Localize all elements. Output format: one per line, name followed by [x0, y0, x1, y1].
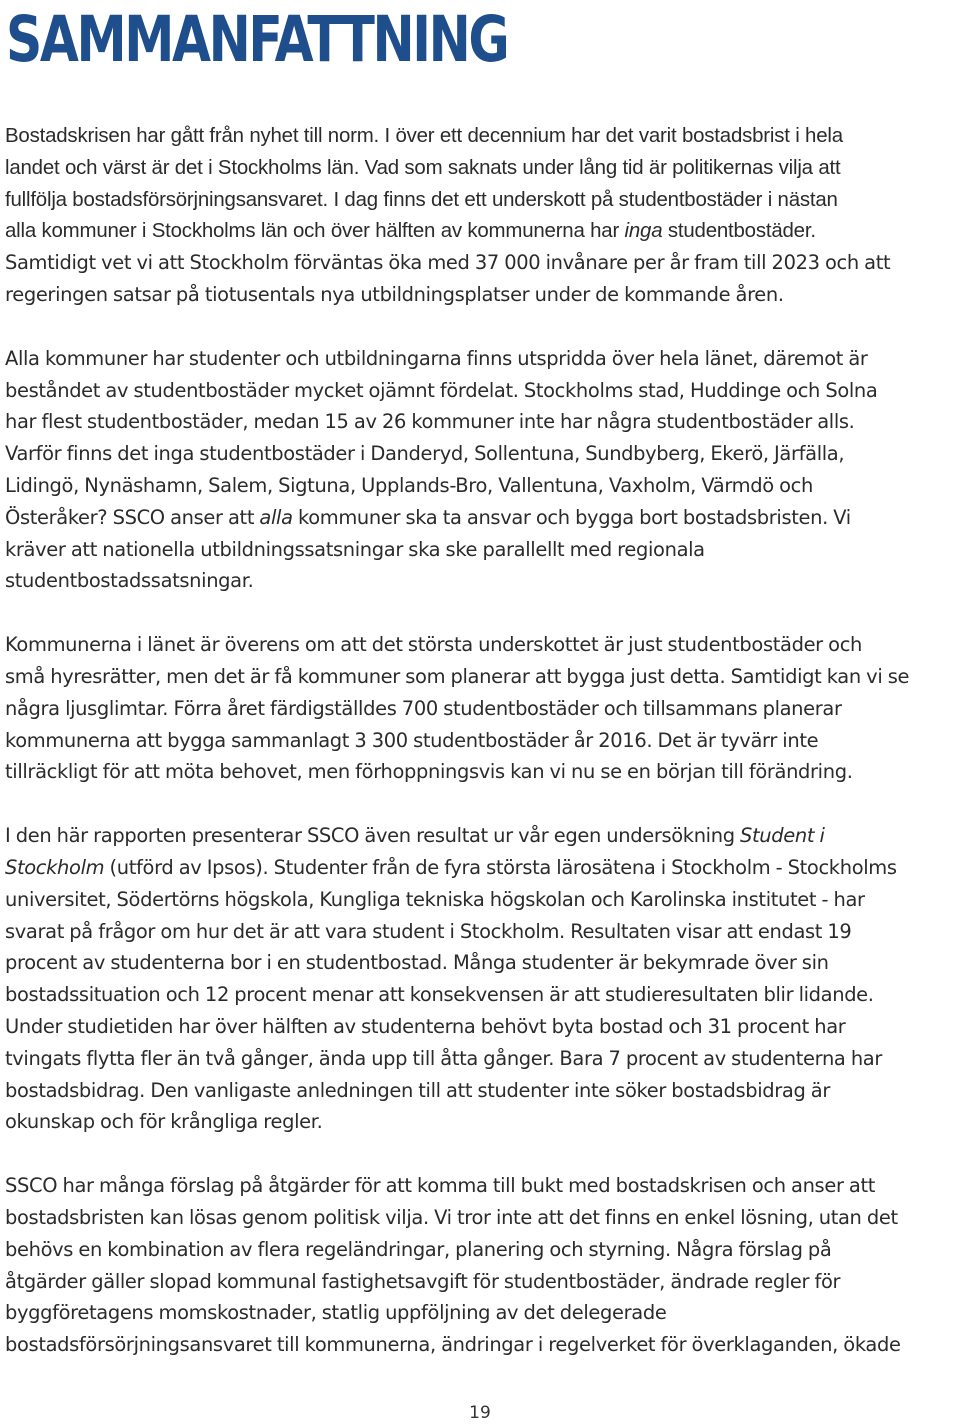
- emphasis-text: inga: [624, 219, 663, 243]
- text-run: Österåker? SSCO anser att: [5, 505, 260, 529]
- text-line: har flest studentbostäder, medan 15 av 26 kommuner inte har några studentbostäder alls.: [5, 410, 855, 434]
- text-line: tillräckligt för att möta behovet, men förhoppningsvis kan vi nu se en början till förändring.: [5, 760, 853, 784]
- text-line: [5, 502, 957, 534]
- text-line: några ljusglimtar. Förra året färdigställdes 700 studentbostäder och tillsammans planerar: [5, 696, 842, 720]
- text-line: Samtidigt vet vi att Stockholm förväntas öka med 37 000 invånare per år fram till 2023 och att: [5, 251, 891, 275]
- paragraph-survey: [5, 820, 960, 1138]
- text-line: bostadsbidrag. Den vanligaste anledningen till att studenter inte söker bostadsbidrag är: [5, 1078, 830, 1102]
- text-line: [5, 215, 957, 247]
- text-line: fullfölja bostadsförsörjningsansvaret. I dag finns det ett underskott på studentbostäder i nästan: [5, 187, 838, 211]
- text-line: Bostadskrisen har gått från nyhet till norm. I över ett decennium har det varit bostadsbrist i hela: [5, 124, 843, 147]
- text-line: regeringen satsar på tiotusentals nya utbildningsplatser under de kommande åren.: [5, 282, 784, 306]
- text-line: Kommunerna i länet är överens om att det största underskottet är just studentbostäder och: [5, 633, 863, 657]
- text-line: bostadssituation och 12 procent menar att konsekvensen är att studieresultaten blir lidande.: [5, 983, 874, 1007]
- text-line: kräver att nationella utbildningssatsningar ska ske parallellt med regionala: [5, 537, 705, 561]
- text-line: okunskap och för krångliga regler.: [5, 1110, 323, 1134]
- text-line: landet och värst är det i Stockholms län. Vad som saknats under lång tid är politikernas vilja att: [5, 155, 841, 179]
- paragraph-intro: [5, 120, 960, 311]
- text-line: beståndet av studentbostäder mycket ojämnt fördelat. Stockholms stad, Huddinge och Solna: [5, 378, 878, 402]
- text-run: alla kommuner i Stockholms län och över hälften av kommunerna har: [5, 219, 625, 243]
- text-line: Varför finns det inga studentbostäder i Danderyd, Sollentuna, Sundbyberg, Ekerö, Järfälla,: [5, 442, 845, 466]
- text-run: studentbostäder.: [662, 219, 816, 243]
- paragraph-municipalities: [5, 343, 960, 597]
- text-line: Under studietiden har över hälften av studenterna behövt byta bostad och 31 procent har: [5, 1014, 846, 1038]
- emphasis-text: Stockholm: [5, 855, 105, 879]
- text-line: svarat på frågor om hur det är att vara student i Stockholm. Resultaten visar att endast 19: [5, 919, 852, 943]
- text-line: bostadsförsörjningsansvaret till kommunerna, ändringar i regelverket för överklaganden, ökade: [5, 1333, 901, 1357]
- emphasis-text: alla: [259, 505, 293, 529]
- paragraph-planning: [5, 629, 960, 788]
- text-line: behövs en kombination av flera regeländringar, planering och styrning. Några förslag på: [5, 1237, 832, 1261]
- text-line: procent av studenterna bor i en studentbostad. Många studenter är bekymrade över sin: [5, 951, 829, 975]
- text-line: Alla kommuner har studenter och utbildningarna finns utspridda över hela länet, däremot är: [5, 346, 868, 370]
- text-run: (utförd av Ipsos). Studenter från de fyra största lärosätena i Stockholm - Stockholms: [104, 855, 897, 879]
- text-line: [5, 852, 957, 884]
- text-line: tvingats flytta fler än två gånger, ända upp till åtta gånger. Bara 7 procent av studenterna har: [5, 1046, 883, 1070]
- page-number: 19: [469, 1403, 491, 1423]
- emphasis-text: Student i: [740, 824, 825, 848]
- text-line: [5, 820, 957, 852]
- text-line: små hyresrätter, men det är få kommuner som planerar att bygga just detta. Samtidigt kan vi se: [5, 664, 910, 688]
- text-line: bostadsbristen kan lösas genom politisk vilja. Vi tror inte att det finns en enkel lösning, utan det: [5, 1205, 898, 1229]
- text-line: studentbostadssatsningar.: [5, 569, 254, 593]
- text-line: SSCO har många förslag på åtgärder för att komma till bukt med bostadskrisen och anser att: [5, 1174, 876, 1198]
- text-run: I den här rapporten presenterar SSCO även resultat ur vår egen undersökning: [5, 824, 741, 848]
- text-line: universitet, Södertörns högskola, Kungliga tekniska högskolan och Karolinska institutet - har: [5, 887, 865, 911]
- document-body: [5, 120, 960, 1393]
- text-line: byggföretagens momskostnader, statlig uppföljning av det delegerade: [5, 1301, 667, 1325]
- text-line: Lidingö, Nynäshamn, Salem, Sigtuna, Upplands-Bro, Vallentuna, Vaxholm, Värmdö och: [5, 473, 813, 497]
- text-line: kommunerna att bygga sammanlagt 3 300 studentbostäder år 2016. Det är tyvärr inte: [5, 728, 819, 752]
- page-title: SAMMANFATTNING: [6, 3, 508, 76]
- text-run: kommuner ska ta ansvar och bygga bort bostadsbristen. Vi: [292, 505, 851, 529]
- paragraph-proposals: [5, 1170, 960, 1361]
- text-line: åtgärder gäller slopad kommunal fastighetsavgift för studentbostäder, ändrade regler för: [5, 1269, 841, 1293]
